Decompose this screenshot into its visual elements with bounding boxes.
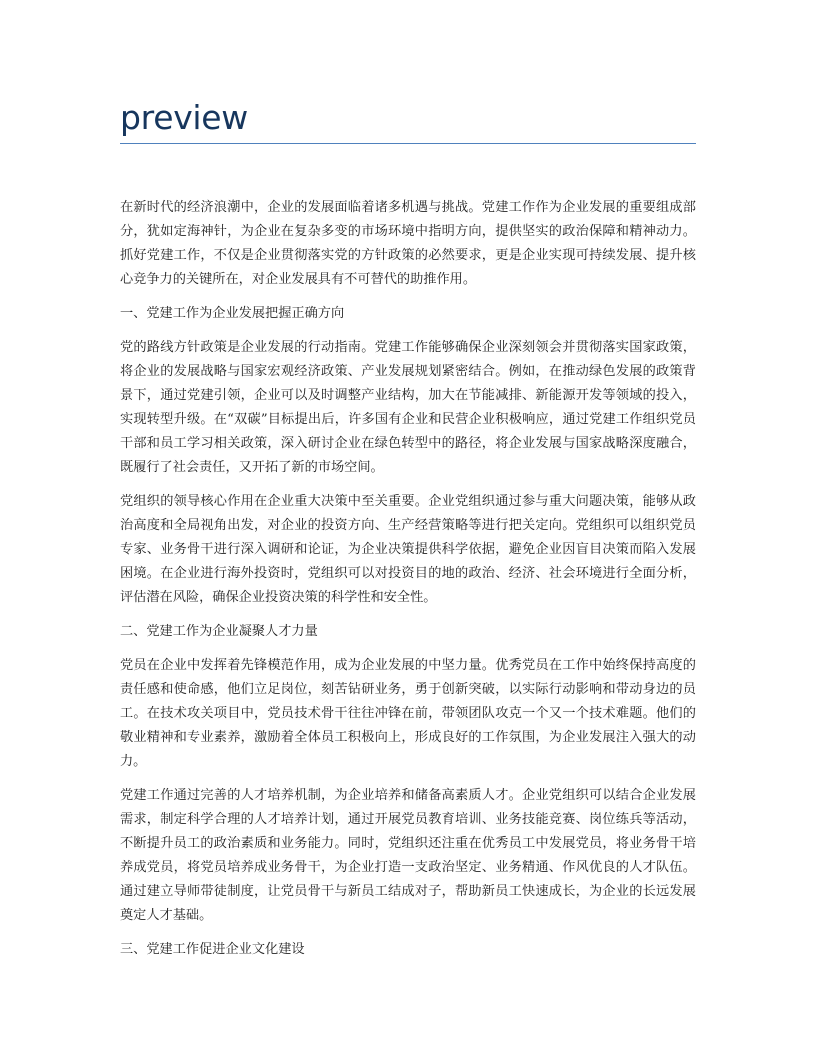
body-paragraph: 党组织的领导核心作用在企业重大决策中至关重要。企业党组织通过参与重大问题决策，能够从政治高度和全局视角出发，对企业的投资方向、生产经营策略等进行把关定向。党组织可以组织党员专家、业务骨干进行深入调研和论证，为企业决策提供科学依据，避免企业因盲目决策而陷入发展困境。在企业进行海外投资时，党组织可以对投资目的地的政治、经济、社会环境进行全面分析，评估潜在风险，确保企业投资决策的科学性和安全性。 — [120, 494, 696, 605]
body-paragraph: 党的路线方针政策是企业发展的行动指南。党建工作能够确保企业深刻领会并贯彻落实国家政策，将企业的发展战略与国家宏观经济政策、产业发展规划紧密结合。例如，在推动绿色发展的政策背景下，通过党建引领，企业可以及时调整产业结构，加大在节能减排、新能源开发等领域的投入，实现转型升级。在“双碳”目标提出后，许多国有企业和民营企业积极响应，通过党建工作组织党员干部和员工学习相关政策，深入研讨企业在绿色转型中的路径，将企业发展与国家战略深度融合，既履行了社会责任，又开拓了新的市场空间。 — [120, 340, 696, 475]
section-heading-1: 一、党建工作为企业发展把握正确方向 — [120, 306, 345, 321]
section-heading-3: 三、党建工作促进企业文化建设 — [120, 942, 305, 957]
document-body — [120, 196, 696, 972]
title-underline — [120, 143, 696, 144]
body-paragraph: 党建工作通过完善的人才培养机制，为企业培养和储备高素质人才。企业党组织可以结合企业发展需求，制定科学合理的人才培养计划，通过开展党员教育培训、业务技能竞赛、岗位练兵等活动，不断提升员工的政治素质和业务能力。同时，党组织还注重在优秀员工中发展党员，将业务骨干培养成党员，将党员培养成业务骨干，为企业打造一支政治坚定、业务精通、作风优良的人才队伍。通过建立导师带徒制度，让党员骨干与新员工结成对子，帮助新员工快速成长，为企业的长远发展奠定人才基础。 — [120, 788, 696, 923]
document-title: preview — [120, 98, 248, 137]
intro-paragraph: 在新时代的经济浪潮中，企业的发展面临着诸多机遇与挑战。党建工作作为企业发展的重要组成部分，犹如定海神针，为企业在复杂多变的市场环境中指明方向，提供坚实的政治保障和精神动力。抓好党建工作，不仅是企业贯彻落实党的方针政策的必然要求，更是企业实现可持续发展、提升核心竞争力的关键所在，对企业发展具有不可替代的助推作用。 — [120, 200, 696, 287]
body-paragraph: 党员在企业中发挥着先锋模范作用，成为企业发展的中坚力量。优秀党员在工作中始终保持高度的责任感和使命感，他们立足岗位，刻苦钻研业务，勇于创新突破，以实际行动影响和带动身边的员工。在技术攻关项目中，党员技术骨干往往冲锋在前，带领团队攻克一个又一个技术难题。他们的敬业精神和专业素养，激励着全体员工积极向上，形成良好的工作氛围，为企业发展注入强大的动力。 — [120, 658, 696, 769]
section-heading-2: 二、党建工作为企业凝聚人才力量 — [120, 624, 318, 639]
